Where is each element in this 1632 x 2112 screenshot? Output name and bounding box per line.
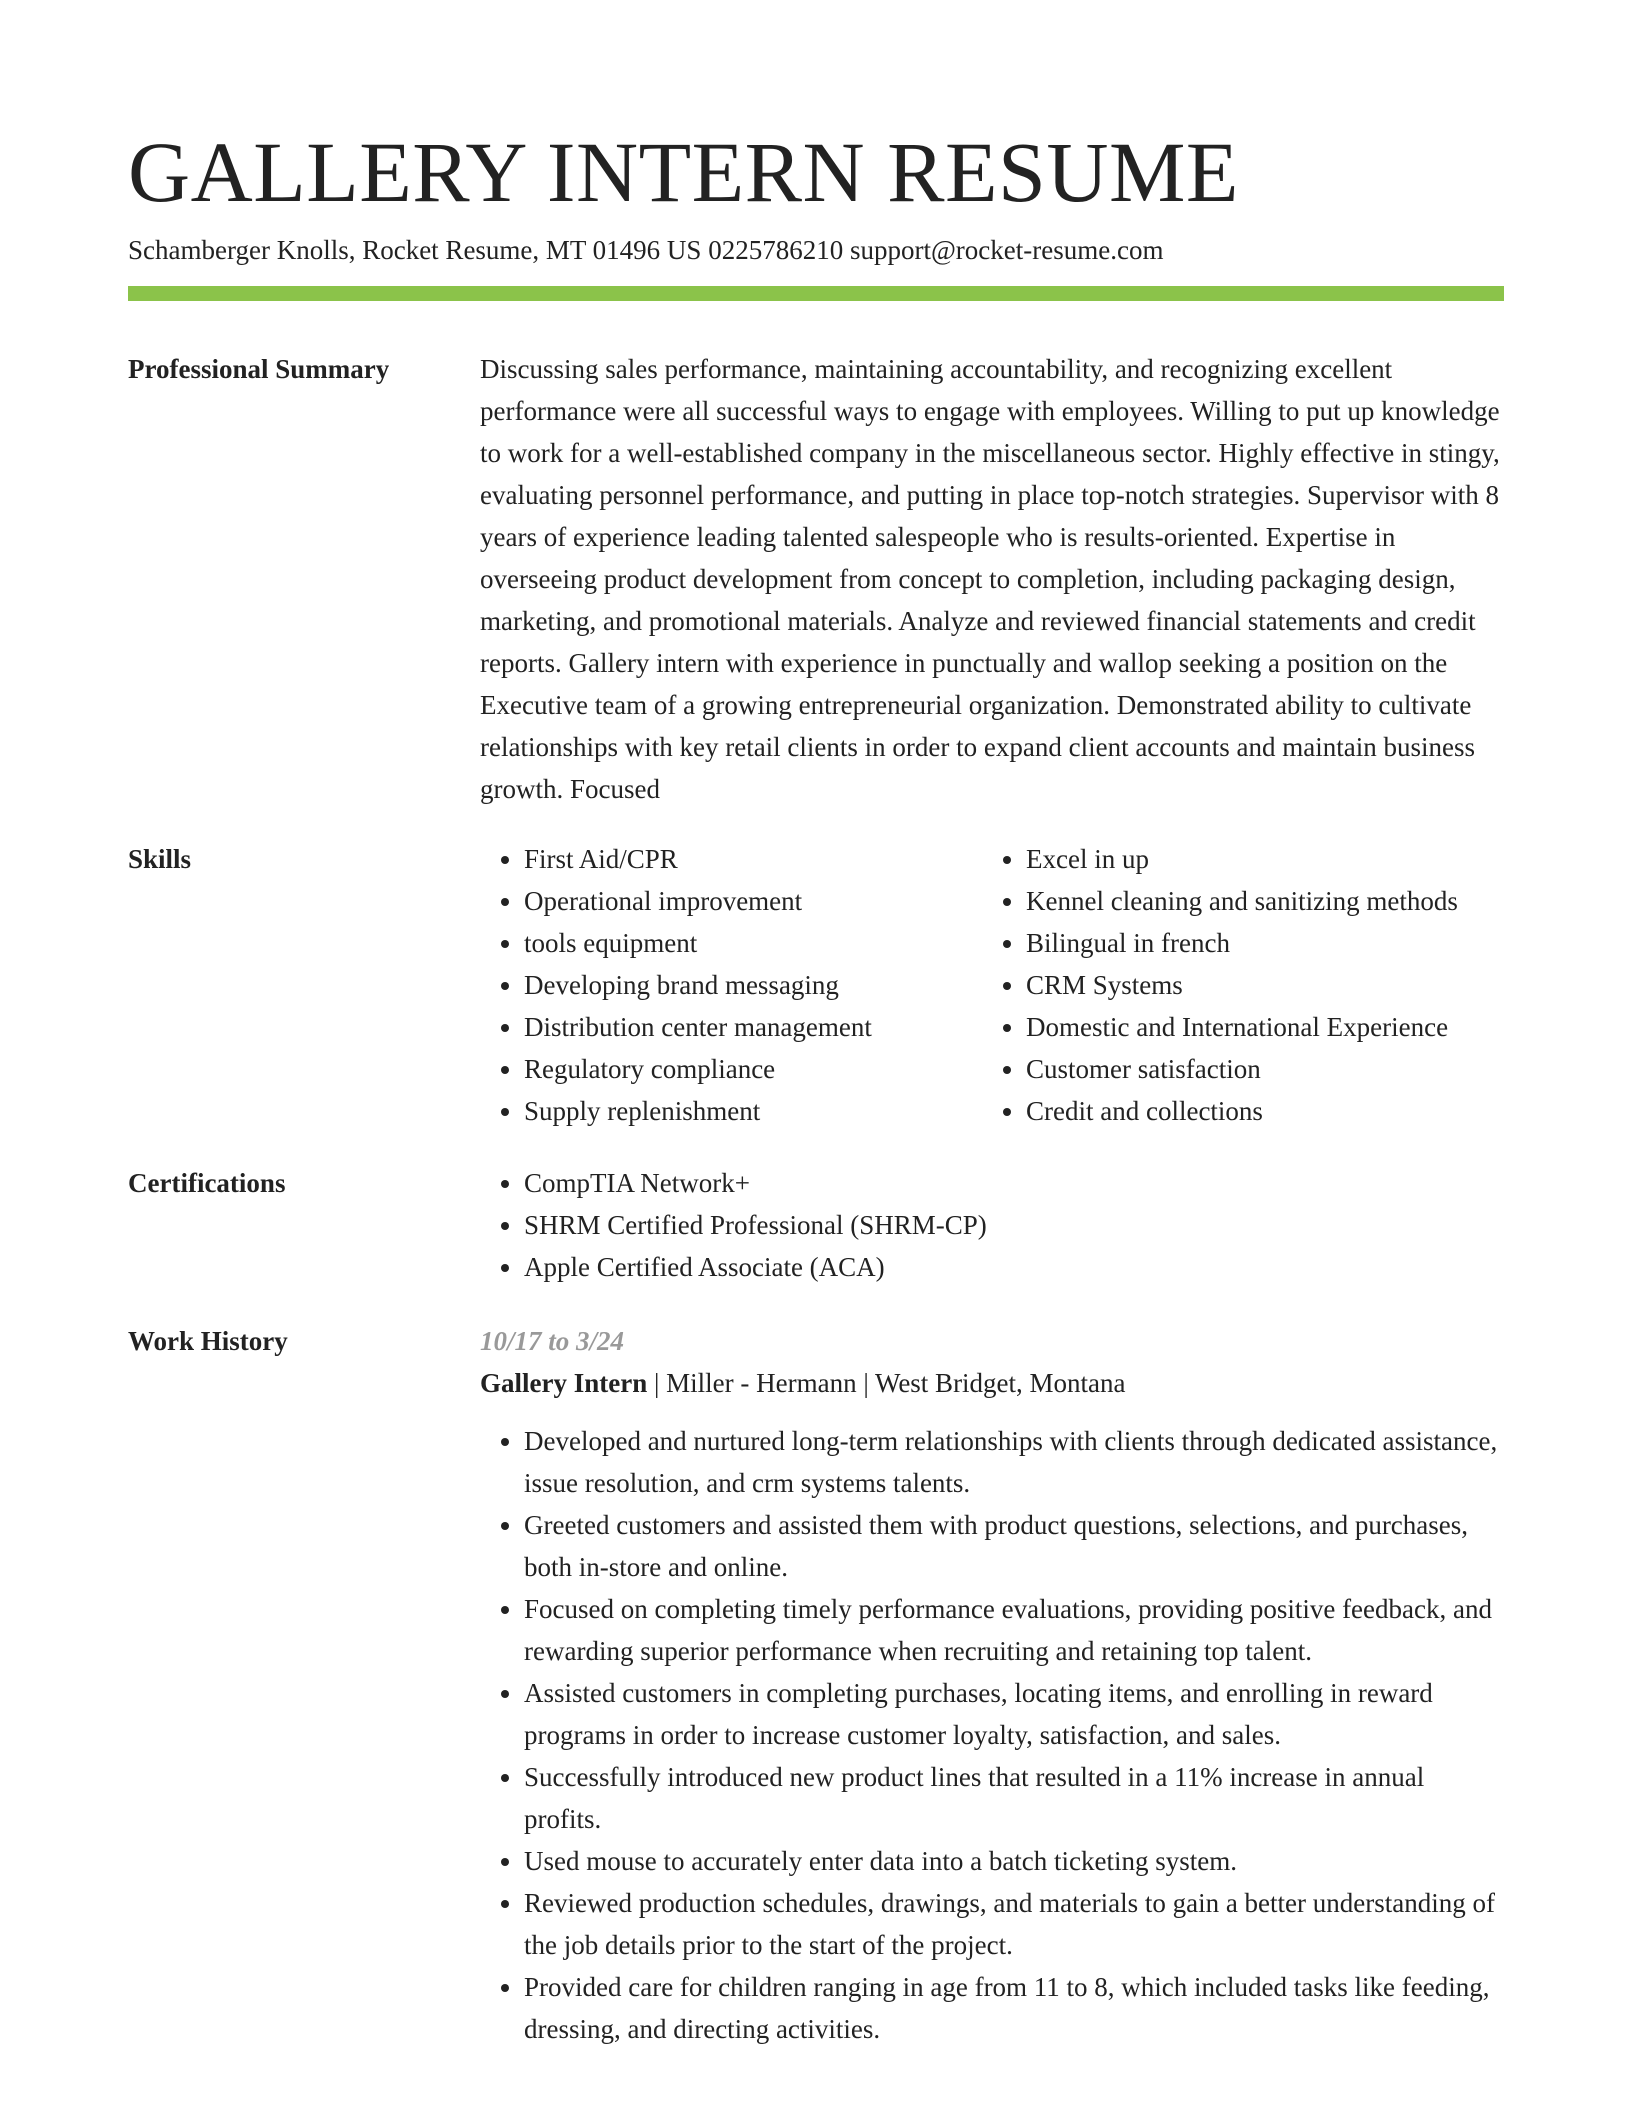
resume-title: GALLERY INTERN RESUME bbox=[128, 124, 1239, 220]
job-heading bbox=[480, 1362, 1504, 1404]
header-divider bbox=[128, 286, 1504, 301]
contact-line: Schamberger Knolls, Rocket Resume, MT 01496 US 0225786210 support@rocket-resume.com bbox=[128, 235, 1164, 265]
skill-item: • Kennel cleaning and sanitizing methods bbox=[1026, 880, 1548, 922]
skill-item: • tools equipment bbox=[524, 922, 980, 964]
skill-item: • Operational improvement bbox=[524, 880, 980, 922]
job-bullet: • Provided care for children ranging in age from 11 to 8, which included tasks like feeding, dressing, and directing activities. bbox=[524, 1966, 1504, 2050]
skill-item: • Regulatory compliance bbox=[524, 1048, 980, 1090]
certifications-label: Certifications bbox=[128, 1168, 286, 1198]
skill-item: • Domestic and International Experience bbox=[1026, 1006, 1548, 1048]
job-dates: 10/17 to 3/24 bbox=[480, 1326, 625, 1356]
job-bullet: • Successfully introduced new product lines that resulted in a 11% increase in annual profits. bbox=[524, 1756, 1504, 1840]
skill-item: • First Aid/CPR bbox=[524, 838, 980, 880]
job-bullet: • Assisted customers in completing purchases, locating items, and enrolling in reward programs in order to increase customer loyalty, satisfaction, and sales. bbox=[524, 1672, 1504, 1756]
work-history-label: Work History bbox=[128, 1326, 288, 1356]
job-bullet: • Developed and nurtured long-term relationships with clients through dedicated assistance, issue resolution, and crm systems talents. bbox=[524, 1420, 1504, 1504]
certification-item: • CompTIA Network+ bbox=[524, 1162, 1504, 1204]
skill-item: • Developing brand messaging bbox=[524, 964, 980, 1006]
skill-item: • Customer satisfaction bbox=[1026, 1048, 1548, 1090]
skill-item: • Bilingual in french bbox=[1026, 922, 1548, 964]
summary-label: Professional Summary bbox=[128, 354, 390, 384]
skill-item: • Credit and collections bbox=[1026, 1090, 1548, 1132]
skill-item: • CRM Systems bbox=[1026, 964, 1548, 1006]
job-bullets bbox=[480, 1420, 1504, 2050]
certification-item: • Apple Certified Associate (ACA) bbox=[524, 1246, 1504, 1288]
work-history-content bbox=[480, 1320, 1504, 2050]
summary-content bbox=[480, 348, 1504, 810]
skills-list-right bbox=[982, 838, 1548, 1132]
skill-item: • Excel in up bbox=[1026, 838, 1548, 880]
skill-item: • Distribution center management bbox=[524, 1006, 980, 1048]
certification-item: • SHRM Certified Professional (SHRM-CP) bbox=[524, 1204, 1504, 1246]
skill-item: • Supply replenishment bbox=[524, 1090, 980, 1132]
summary-text: Discussing sales performance, maintaining accountability, and recognizing excellent performance were all successful ways to engage with employees. Willing to put up knowledge to work for a well-established company in the miscellaneous sector. Highly effective in stingy, evaluating personnel performance, and putting in place top-notch strategies. Supervisor with 8 years of experience leading talented salespeople who is results-oriented. Expertise in overseeing product development from concept to completion, including packaging design, marketing, and promotional materials. Analyze and reviewed financial statements and credit reports. Gallery intern with experience in punctually and wallop seeking a position on the Executive team of a growing entrepreneurial organization. Demonstrated ability to cultivate relationships with key retail clients in order to expand client accounts and maintain business growth. Focused bbox=[480, 354, 1500, 804]
job-bullet: • Focused on completing timely performance evaluations, providing positive feedback, and rewarding superior performance when recruiting and retaining top talent. bbox=[524, 1588, 1504, 1672]
job-title: Gallery Intern bbox=[480, 1368, 648, 1398]
job-bullet: • Reviewed production schedules, drawings, and materials to gain a better understanding of the job details prior to the start of the project. bbox=[524, 1882, 1504, 1966]
certifications-content bbox=[480, 1162, 1504, 1288]
certifications-list bbox=[480, 1162, 1504, 1288]
job-bullet: • Greeted customers and assisted them with product questions, selections, and purchases, both in-store and online. bbox=[524, 1504, 1504, 1588]
skills-content bbox=[480, 838, 1504, 1138]
skills-label: Skills bbox=[128, 844, 192, 874]
skills-list-left bbox=[480, 838, 980, 1132]
job-bullet: • Used mouse to accurately enter data into a batch ticketing system. bbox=[524, 1840, 1504, 1882]
job-company: | Miller - Hermann | West Bridget, Montana bbox=[647, 1368, 1126, 1398]
